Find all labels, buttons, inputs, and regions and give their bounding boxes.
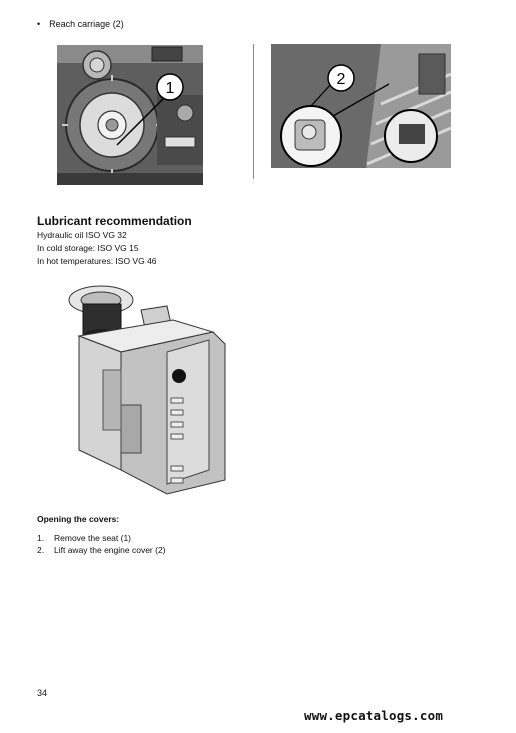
step-number: 1.: [37, 533, 45, 543]
step-item: [37, 533, 131, 543]
bullet-dot: •: [37, 19, 41, 29]
bullet-text: Reach carriage (2): [49, 19, 124, 29]
covers-heading: Opening the covers:: [37, 514, 120, 524]
engine-cover-illustration: [271, 44, 451, 168]
step-text: Remove the seat (1): [54, 533, 132, 543]
lubricant-line: Hydraulic oil ISO VG 32: [37, 230, 127, 240]
hydraulic-tank-illustration: [63, 280, 228, 498]
step-item: [37, 545, 166, 555]
lubricant-line: In cold storage: ISO VG 15: [37, 243, 139, 253]
column-divider: [253, 44, 254, 179]
callout-1-label: 1: [165, 80, 175, 97]
reach-carriage-illustration: [57, 45, 203, 185]
lubricant-heading: Lubricant recommendation: [37, 214, 192, 228]
callout-2-label: 2: [336, 71, 346, 88]
step-number: 2.: [37, 545, 45, 555]
bullet-item: [37, 19, 124, 29]
page-number: 34: [37, 688, 48, 698]
lubricant-line: In hot temperatures: ISO VG 46: [37, 256, 157, 266]
watermark-url: www.epcatalogs.com: [304, 708, 444, 723]
step-text: Lift away the engine cover (2): [54, 545, 166, 555]
